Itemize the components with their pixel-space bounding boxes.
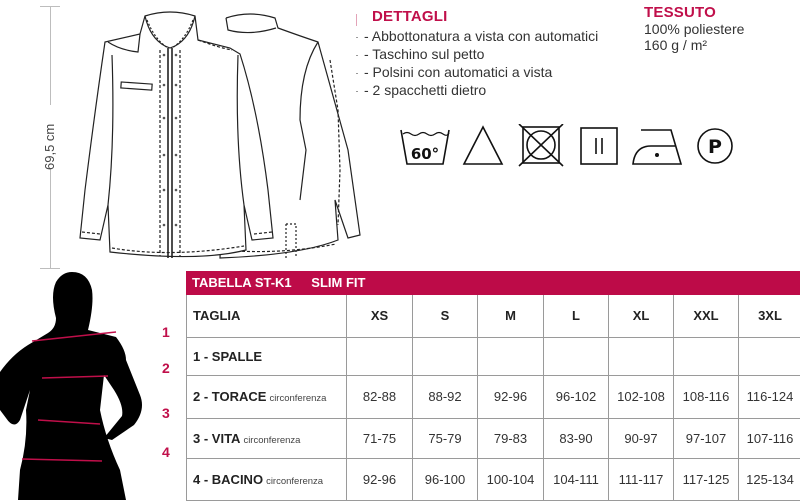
table-row: [187, 458, 800, 500]
jacket-front-view: [80, 12, 273, 258]
care-icons: [396, 124, 744, 168]
svg-text:60°: 60°: [411, 145, 439, 163]
table-row: [187, 375, 800, 418]
table-row: [187, 418, 800, 458]
size-header: S: [413, 295, 478, 337]
body-silhouette: [0, 270, 150, 500]
table-cell: 92-96: [347, 458, 413, 500]
marker-3: 3: [162, 405, 170, 421]
size-header: XS: [347, 295, 413, 337]
table-header-row: [187, 295, 800, 337]
details-item: - Polsini con automatici a vista: [358, 63, 598, 81]
details-item: - 2 spacchetti dietro: [358, 81, 598, 99]
table-cell: [609, 337, 674, 375]
table-cell: [544, 337, 609, 375]
table-cell: 100-104: [478, 458, 544, 500]
details-title: DETTAGLI: [372, 8, 598, 25]
table-cell: [347, 337, 413, 375]
details-item: - Abbottonatura a vista con automatici: [358, 27, 598, 45]
table-title-bar: [186, 271, 800, 295]
table-cell: 90-97: [609, 418, 674, 458]
table-cell: 71-75: [347, 418, 413, 458]
table-cell: 107-116: [739, 418, 800, 458]
marker-1: 1: [162, 324, 170, 340]
table-cell: 79-83: [478, 418, 544, 458]
details-item: - Taschino sul petto: [358, 45, 598, 63]
svg-text:P: P: [708, 136, 722, 158]
table-cell: 96-100: [413, 458, 478, 500]
table-cell: 96-102: [544, 375, 609, 418]
jacket-drawing: [40, 0, 370, 270]
size-header: L: [544, 295, 609, 337]
table-cell: [413, 337, 478, 375]
table-cell: 111-117: [609, 458, 674, 500]
table-cell: 117-125: [674, 458, 739, 500]
header-label: TAGLIA: [187, 295, 347, 337]
table-cell: 108-116: [674, 375, 739, 418]
fabric-section: [644, 4, 744, 53]
marker-2: 2: [162, 360, 170, 376]
table-title: TABELLA ST-K1: [192, 271, 292, 295]
row-label: 4 - BACINO circonferenza: [187, 458, 347, 500]
table-cell: 88-92: [413, 375, 478, 418]
length-label: 69,5 cm: [42, 124, 57, 170]
table-cell: 125-134: [739, 458, 800, 500]
details-section: [350, 8, 598, 99]
details-list: [358, 27, 598, 99]
table-cell: [478, 337, 544, 375]
table-row: [187, 337, 800, 375]
table-cell: [739, 337, 800, 375]
size-header: XXL: [674, 295, 739, 337]
table-cell: 102-108: [609, 375, 674, 418]
bleach-allowed-icon: [454, 124, 512, 168]
size-header: 3XL: [739, 295, 800, 337]
size-header: XL: [609, 295, 674, 337]
fabric-title: TESSUTO: [644, 4, 744, 21]
no-tumble-dry-icon: [512, 124, 570, 168]
row-label: 2 - TORACE circonferenza: [187, 375, 347, 418]
dry-clean-p-icon: [686, 124, 744, 168]
table-cell: 83-90: [544, 418, 609, 458]
fabric-weight: 160 g / m²: [644, 37, 744, 53]
table-cell: 116-124: [739, 375, 800, 418]
details-accent-bar: [356, 14, 357, 26]
size-table: [186, 295, 800, 501]
table-cell: 92-96: [478, 375, 544, 418]
row-label: 3 - VITA circonferenza: [187, 418, 347, 458]
table-cell: 82-88: [347, 375, 413, 418]
table-fit: SLIM FIT: [311, 271, 365, 295]
row-label: 1 - SPALLE: [187, 337, 347, 375]
table-cell: 97-107: [674, 418, 739, 458]
table-cell: [674, 337, 739, 375]
iron-low-icon: [628, 124, 686, 168]
marker-4: 4: [162, 444, 170, 460]
line-dry-icon: [570, 124, 628, 168]
table-cell: 104-111: [544, 458, 609, 500]
table-cell: 75-79: [413, 418, 478, 458]
fabric-composition: 100% poliestere: [644, 21, 744, 37]
wash-60-icon: [396, 124, 454, 168]
size-header: M: [478, 295, 544, 337]
